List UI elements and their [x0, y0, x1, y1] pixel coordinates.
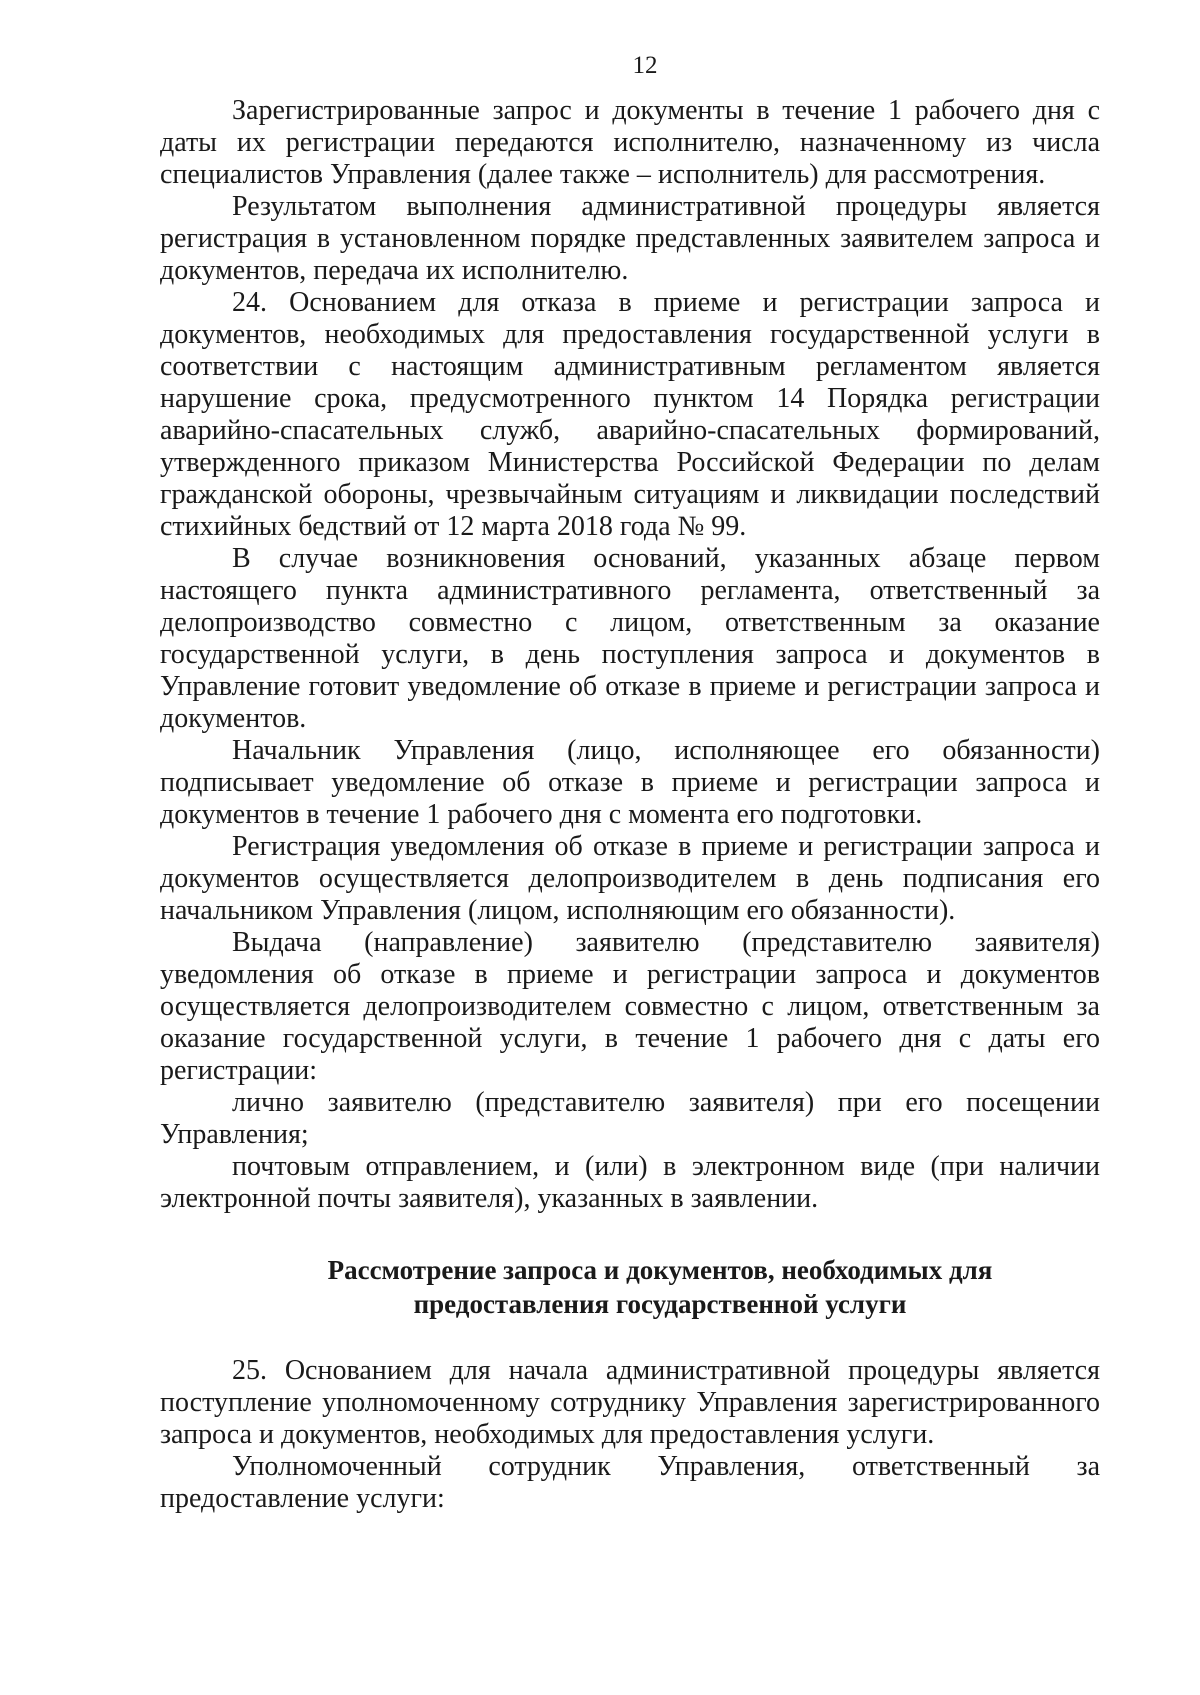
paragraph: Результатом выполнения административной процедуры является регистрация в установленном порядке представленных заявителем запроса и документов, передача их исполнителю. [160, 191, 1100, 286]
paragraph: лично заявителю (представителю заявителя) при его посещении Управления; [160, 1087, 1100, 1150]
paragraph: 25. Основанием для начала административной процедуры является поступление уполномоченному сотруднику Управления зарегистрированного запроса и документов, необходимых для предоставления услуги. [160, 1355, 1100, 1450]
paragraph: 24. Основанием для отказа в приеме и регистрации запроса и документов, необходимых для предоставления государственной услуги в соответствии с настоящим административным регламентом является нарушение срока, предусмотренного пунктом 14 Порядка регистрации аварийно-спасательных служб, аварийно-спасательных формирований, утвержденного приказом Министерства Российской Федерации по делам гражданской обороны, чрезвычайным ситуациям и ликвидации последствий стихийных бедствий от 12 марта 2018 года № 99. [160, 287, 1100, 542]
paragraph: Выдача (направление) заявителю (представителю заявителя) уведомления об отказе в приеме и регистрации запроса и документов осуществляется делопроизводителем совместно с лицом, ответственным за оказание государственной услуги, в течение 1 рабочего дня с даты его регистрации: [160, 927, 1100, 1086]
paragraph: почтовым отправлением, и (или) в электронном виде (при наличии электронной почты заявителя), указанных в заявлении. [160, 1151, 1100, 1214]
paragraph: В случае возникновения оснований, указанных абзаце первом настоящего пункта административного регламента, ответственный за делопроизводство совместно с лицом, ответственным за оказание государственной услуги, в день поступления запроса и документов в Управление готовит уведомление об отказе в приеме и регистрации запроса и документов. [160, 543, 1100, 734]
section-heading-line: Рассмотрение запроса и документов, необходимых для [327, 1255, 993, 1285]
section-heading-line: предоставления государственной услуги [413, 1289, 907, 1319]
paragraph: Зарегистрированные запрос и документы в течение 1 рабочего дня с даты их регистрации передаются исполнителю, назначенному из числа специалистов Управления (далее также – исполнитель) для рассмотрения. [160, 95, 1100, 190]
paragraph: Начальник Управления (лицо, исполняющее его обязанности) подписывает уведомление об отказе в приеме и регистрации запроса и документов в течение 1 рабочего дня с момента его подготовки. [160, 735, 1100, 830]
document-body [160, 95, 1100, 1515]
paragraph: Уполномоченный сотрудник Управления, ответственный за предоставление услуги: [160, 1451, 1100, 1514]
page-number: 12 [632, 52, 658, 79]
paragraph: Регистрация уведомления об отказе в приеме и регистрации запроса и документов осуществляется делопроизводителем в день подписания его начальником Управления (лицом, исполняющим его обязанности). [160, 831, 1100, 926]
section-heading [160, 1253, 1100, 1321]
